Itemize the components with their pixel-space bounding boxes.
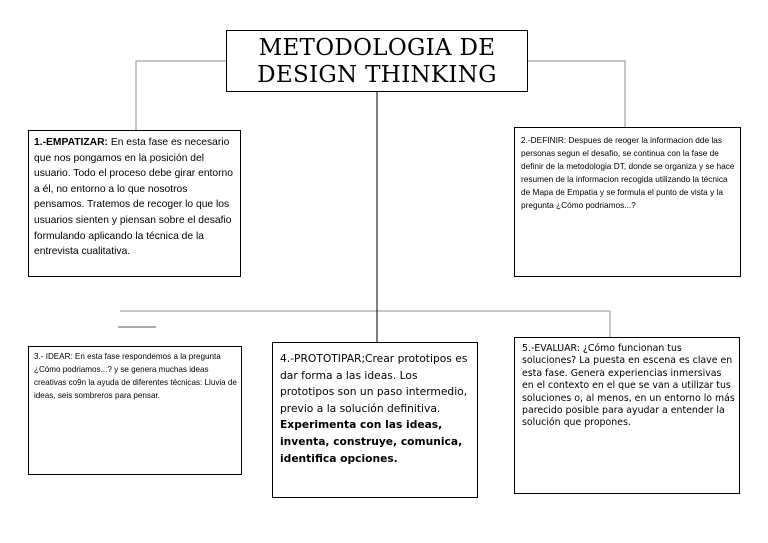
- phase-empatizar-box: [28, 130, 241, 277]
- phase-prototipar-bold-text: Experimenta con las ideas, inventa, construye, comunica, identifica opciones.: [280, 418, 463, 465]
- phase-empatizar-text: En esta fase es necesario que nos pongamos en la posición del usuario. Todo el proceso debe girar entorno a él, no entorno a lo que nosotros pensamos. Tratemos de recoger lo que los usuarios sienten y piensan sobre el desafio formulando aplicando la técnica de la entrevista cualitativa.: [34, 137, 234, 258]
- title-line-1: METODOLOGIA DE: [258, 35, 496, 61]
- phase-evaluar-text: 5.-EVALUAR: ¿Cómo funcionan tus soluciones? La puesta en escena es clave en esta fase. Genera experiencias inmersivas en el contexto en el que se van a utilizar tus soluciones o, al menos, en un entorno lo más parecido posible para ayudar a entender la solución que propones.: [522, 343, 735, 429]
- phase-empatizar-heading: 1.-EMPATIZAR:: [34, 137, 108, 148]
- phase-definir-text: 2.-DEFINIR: Despues de reoger la informacion dde las personas segun el desafio, se continua con la fase de definir de la metodologia DT, donde se organiza y se hace resumen de la informacion recogida utilizando la técnica de Mapa de Empatia y se formula el punto de vista y la pregunta ¿Cómo podriamos...?: [521, 135, 735, 210]
- phase-evaluar-box: [514, 337, 740, 494]
- title-box: [226, 30, 528, 92]
- title-line-2: DESIGN THINKING: [257, 62, 497, 88]
- phase-prototipar-box: [272, 342, 478, 498]
- phase-idear-box: [28, 346, 242, 475]
- connector-title-definir: [528, 61, 625, 127]
- phase-idear-text: 3.- IDEAR: En esta fase respondemos a la pregunta ¿Cómo podriamos...? y se genera muchas ideas creativas co9n la ayuda de diferentes técnicas: Lluvia de ideas, seis sombreros para pensar.: [34, 352, 237, 400]
- connector-title-empatizar: [136, 61, 226, 130]
- phase-prototipar-text: 4.-PROTOTIPAR;Crear prototipos es dar forma a las ideas. Los prototipos son un paso intermedio, previo a la solución definitiva.: [280, 352, 468, 415]
- phase-definir-box: [514, 127, 741, 277]
